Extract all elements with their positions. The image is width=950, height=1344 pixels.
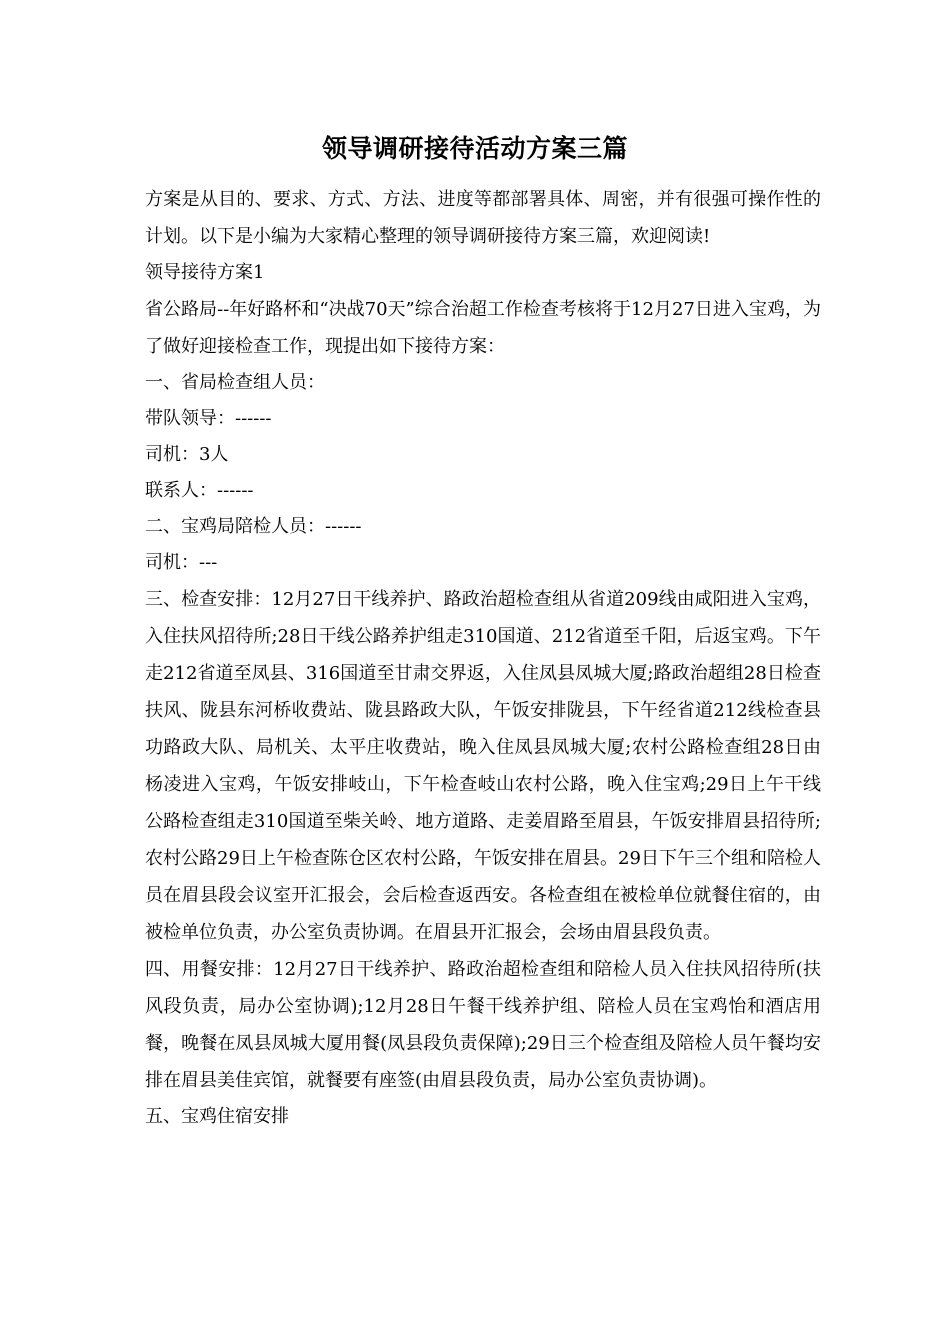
team-leader-line: 带队领导：------ (145, 408, 272, 429)
section-heading-plan-1: 领导接待方案1 (145, 262, 265, 283)
inspection-group-heading: 一、省局检查组人员： (145, 372, 325, 393)
escort-driver-line: 司机：--- (145, 552, 218, 573)
plan-overview-paragraph: 省公路局--年好路杯和“决战70天”综合治超工作检查考核将于12月27日进入宝鸡，为了做好迎接检查工作，现提出如下接待方案： (145, 299, 821, 357)
inspection-schedule-paragraph: 三、检查安排：12月27日干线养护、路政治超检查组从省道209线由咸阳进入宝鸡，入住扶风招待所;28日干线公路养护组走310国道、212省道至千阳，后返宝鸡。下午走212省道至凤县、316国道至甘肃交界返，入住凤县凤城大厦;路政治超组28日检查扶风、陇县东河桥收费站、陇县路政大队，午饭安排陇县，下午经省道212线检查县功路政大队、局机关、太平庄收费站，晚入住凤县凤城大厦;农村公路检查组28日由杨凌进入宝鸡，午饭安排岐山，下午检查岐山农村公路，晚入住宝鸡;29日上午干线公路检查组走310国道至柴关岭、地方道路、走姜眉路至眉县，午饭安排眉县招待所;农村公路29日上午检查陈仓区农村公路，午饭安排在眉县。29日下午三个组和陪检人员在眉县段会议室开汇报会，会后检查返西安。各检查组在被检单位就餐住宿的，由被检单位负责，办公室负责协调。在眉县开汇报会，会场由眉县段负责。 (145, 589, 821, 943)
meal-arrangement-paragraph: 四、用餐安排：12月27日干线养护、路政治超检查组和陪检人员入住扶风招待所(扶风段负责，局办公室协调);12月28日午餐干线养护组、陪检人员在宝鸡怡和酒店用餐，晚餐在凤县凤城大厦用餐(凤县段负责保障);29日三个检查组及陪检人员午餐均安排在眉县美佳宾馆，就餐要有座签(由眉县段负责，局办公室负责协调)。 (145, 959, 821, 1091)
escort-staff-line: 二、宝鸡局陪检人员：------ (145, 516, 362, 537)
drivers-line: 司机：3人 (145, 444, 229, 465)
document-body (145, 181, 821, 1135)
document-title: 领导调研接待活动方案三篇 (321, 134, 628, 163)
intro-paragraph: 方案是从目的、要求、方式、方法、进度等都部署具体、周密，并有很强可操作性的计划。以下是小编为大家精心整理的领导调研接待方案三篇，欢迎阅读! (145, 189, 821, 247)
contact-person-line: 联系人：------ (145, 480, 254, 501)
accommodation-heading: 五、宝鸡住宿安排 (145, 1106, 289, 1127)
